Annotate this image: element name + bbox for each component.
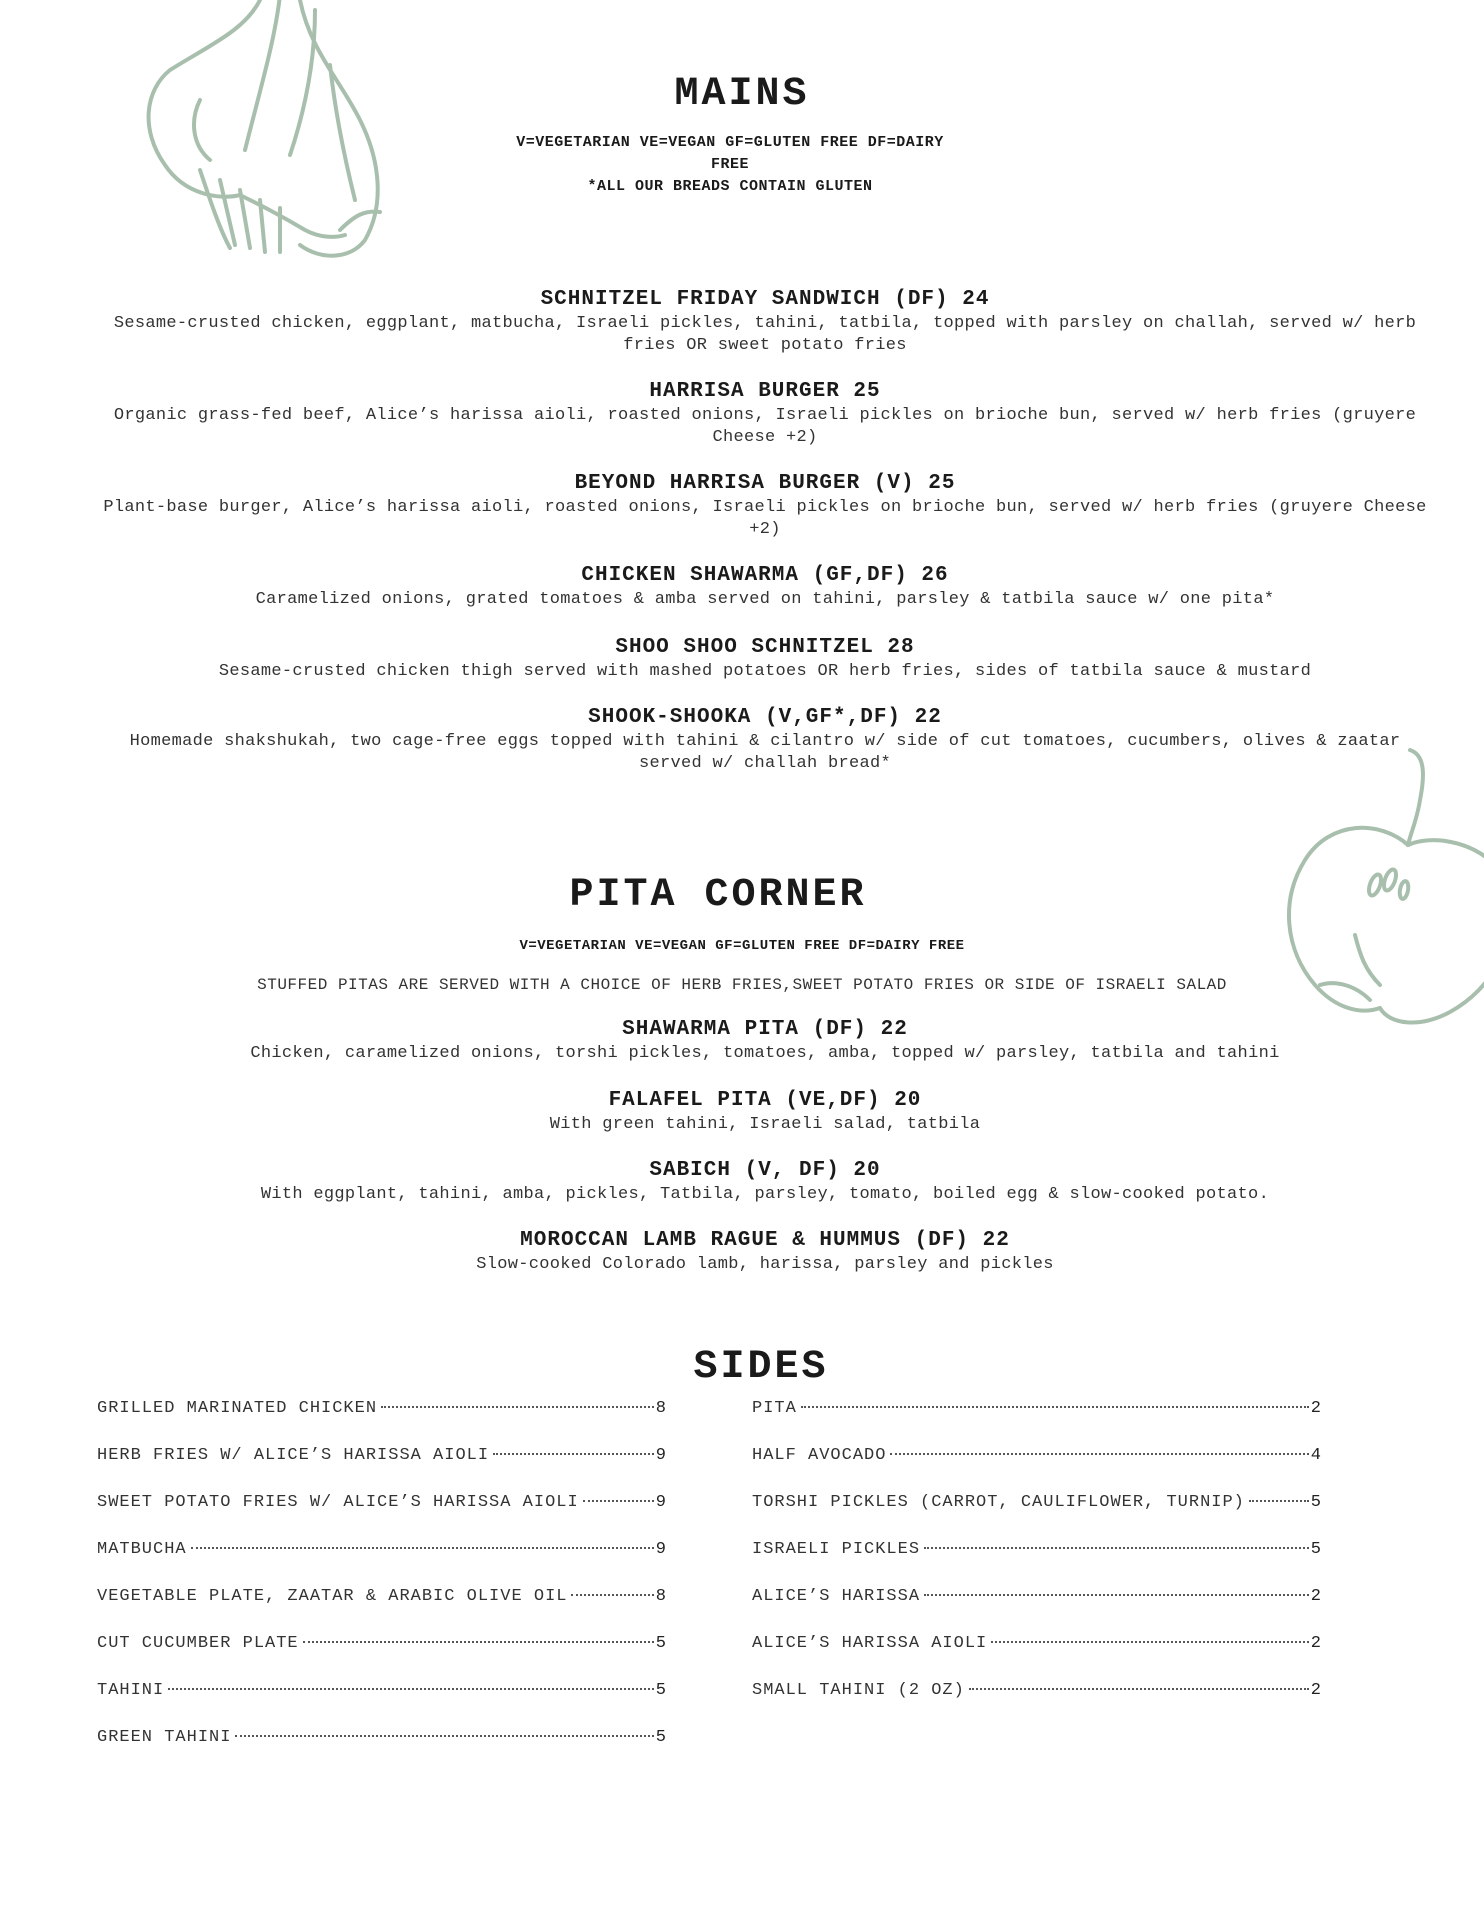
- pita-dietary-legend: V=VEGETARIAN VE=VEGAN GF=GLUTEN FREE DF=DAIRY FREE: [519, 938, 965, 954]
- menu-item-name: FALAFEL PITA (VE,DF) 20: [608, 1089, 922, 1112]
- side-item-name: VEGETABLE PLATE, ZAATAR & ARABIC OLIVE OIL: [97, 1587, 568, 1606]
- side-item-price: 2: [1310, 1399, 1322, 1418]
- side-item-price: 9: [655, 1493, 667, 1512]
- leader-dots: [924, 1594, 1309, 1596]
- side-item: [97, 1587, 667, 1634]
- menu-item-description: With eggplant, tahini, amba, pickles, Tatbila, parsley, tomato, boiled egg & slow-cooked potato.: [260, 1185, 1270, 1204]
- menu-item: [100, 563, 1430, 611]
- menu-item-name: SHOOK-SHOOKA (V,GF*,DF) 22: [588, 706, 942, 729]
- side-item-price: 5: [1310, 1540, 1322, 1559]
- side-item-name: HALF AVOCADO: [752, 1446, 887, 1465]
- garlic-illustration: [140, 0, 410, 280]
- side-item-name: CUT CUCUMBER PLATE: [97, 1634, 299, 1653]
- menu-item-name: SABICH (V, DF) 20: [649, 1159, 881, 1182]
- menu-item: [100, 635, 1430, 683]
- menu-item-description: With green tahini, Israeli salad, tatbila: [549, 1115, 981, 1134]
- sides-right-column: [752, 1399, 1322, 1728]
- side-item-price: 9: [655, 1540, 667, 1559]
- side-item: [97, 1399, 667, 1446]
- menu-item: [100, 1088, 1430, 1136]
- side-item: [752, 1587, 1322, 1634]
- side-item-price: 5: [655, 1634, 667, 1653]
- leader-dots: [583, 1500, 654, 1502]
- menu-item: [100, 705, 1430, 775]
- side-item-name: PITA: [752, 1399, 797, 1418]
- side-item: [97, 1634, 667, 1681]
- side-item-name: TAHINI: [97, 1681, 165, 1700]
- leader-dots: [890, 1453, 1308, 1455]
- legend-line: FREE: [710, 156, 749, 173]
- side-item: [752, 1634, 1322, 1681]
- side-item-price: 8: [655, 1399, 667, 1418]
- menu-item-name: SCHNITZEL FRIDAY SANDWICH (DF) 24: [540, 288, 990, 311]
- menu-item: [100, 471, 1430, 541]
- leader-dots: [801, 1406, 1309, 1408]
- menu-item-description: Sesame-crusted chicken, eggplant, matbucha, Israeli pickles, tahini, tatbila, topped with parsley on challah, served w/ herb fries OR sweet potato fries: [113, 314, 1417, 355]
- side-item-price: 5: [1310, 1493, 1322, 1512]
- leader-dots: [924, 1547, 1309, 1549]
- side-item-price: 2: [1310, 1681, 1322, 1700]
- leader-dots: [991, 1641, 1309, 1643]
- menu-item-description: Organic grass-fed beef, Alice’s harissa aioli, roasted onions, Israeli pickles on brioche bun, served w/ herb fries (gruyere Cheese +2): [113, 406, 1417, 447]
- side-item-name: TORSHI PICKLES (CARROT, CAULIFLOWER, TURNIP): [752, 1493, 1245, 1512]
- menu-item-description: Caramelized onions, grated tomatoes & amba served on tahini, parsley & tatbila sauce w/ one pita*: [255, 590, 1275, 609]
- pita-corner-title: PITA CORNER: [569, 873, 867, 918]
- side-item-name: ALICE’S HARISSA: [752, 1587, 921, 1606]
- side-item: [752, 1399, 1322, 1446]
- side-item-price: 5: [655, 1728, 667, 1747]
- menu-item-name: CHICKEN SHAWARMA (GF,DF) 26: [581, 564, 949, 587]
- side-item-name: GREEN TAHINI: [97, 1728, 232, 1747]
- leader-dots: [191, 1547, 654, 1549]
- side-item: [97, 1493, 667, 1540]
- side-item-name: MATBUCHA: [97, 1540, 187, 1559]
- mains-dietary-legend: [430, 132, 1030, 198]
- leader-dots: [168, 1688, 654, 1690]
- menu-item-name: MOROCCAN LAMB RAGUE & HUMMUS (DF) 22: [520, 1229, 1010, 1252]
- side-item-name: SWEET POTATO FRIES W/ ALICE’S HARISSA AIOLI: [97, 1493, 579, 1512]
- side-item-price: 5: [655, 1681, 667, 1700]
- menu-item: [100, 1017, 1430, 1065]
- menu-item: [100, 379, 1430, 449]
- menu-item-description: Sesame-crusted chicken thigh served with mashed potatoes OR herb fries, sides of tatbila sauce & mustard: [218, 662, 1312, 681]
- leader-dots: [235, 1735, 653, 1737]
- menu-item: [100, 1228, 1430, 1276]
- menu-item-description: Slow-cooked Colorado lamb, harissa, parsley and pickles: [476, 1255, 1054, 1274]
- side-item-name: HERB FRIES W/ ALICE’S HARISSA AIOLI: [97, 1446, 490, 1465]
- menu-item: [100, 1158, 1430, 1206]
- sides-title: SIDES: [693, 1345, 829, 1390]
- side-item: [97, 1728, 667, 1775]
- side-item: [752, 1446, 1322, 1493]
- side-item: [752, 1681, 1322, 1728]
- menu-item-name: HARRISA BURGER 25: [649, 380, 881, 403]
- side-item-price: 4: [1310, 1446, 1322, 1465]
- legend-line: V=VEGETARIAN VE=VEGAN GF=GLUTEN FREE DF=DAIRY: [516, 134, 944, 151]
- side-item: [97, 1446, 667, 1493]
- mains-title: MAINS: [674, 72, 810, 117]
- menu-item-name: SHOO SHOO SCHNITZEL 28: [615, 636, 915, 659]
- side-item-price: 2: [1310, 1634, 1322, 1653]
- leader-dots: [571, 1594, 653, 1596]
- side-item-name: SMALL TAHINI (2 OZ): [752, 1681, 965, 1700]
- sides-left-column: [97, 1399, 667, 1775]
- side-item-name: ISRAELI PICKLES: [752, 1540, 921, 1559]
- menu-item-description: Chicken, caramelized onions, torshi pickles, tomatoes, amba, topped w/ parsley, tatbila and tahini: [250, 1044, 1280, 1063]
- legend-line: *ALL OUR BREADS CONTAIN GLUTEN: [587, 178, 873, 195]
- side-item: [97, 1681, 667, 1728]
- pita-serving-note: STUFFED PITAS ARE SERVED WITH A CHOICE OF HERB FRIES,SWEET POTATO FRIES OR SIDE OF ISRAELI SALAD: [257, 976, 1227, 994]
- menu-item: [100, 287, 1430, 357]
- side-item: [752, 1493, 1322, 1540]
- side-item-price: 2: [1310, 1587, 1322, 1606]
- leader-dots: [303, 1641, 654, 1643]
- side-item-name: ALICE’S HARISSA AIOLI: [752, 1634, 988, 1653]
- leader-dots: [381, 1406, 654, 1408]
- side-item: [97, 1540, 667, 1587]
- leader-dots: [1249, 1500, 1309, 1502]
- side-item: [752, 1540, 1322, 1587]
- menu-item-name: BEYOND HARRISA BURGER (V) 25: [574, 472, 956, 495]
- side-item-name: GRILLED MARINATED CHICKEN: [97, 1399, 378, 1418]
- side-item-price: 8: [655, 1587, 667, 1606]
- menu-item-description: Homemade shakshukah, two cage-free eggs topped with tahini & cilantro w/ side of cut tomatoes, cucumbers, olives & zaatar served w/ challah bread*: [129, 732, 1401, 773]
- menu-item-name: SHAWARMA PITA (DF) 22: [622, 1018, 908, 1041]
- side-item-price: 9: [655, 1446, 667, 1465]
- leader-dots: [493, 1453, 654, 1455]
- menu-item-description: Plant-base burger, Alice’s harissa aioli, roasted onions, Israeli pickles on brioche bun, served w/ herb fries (gruyere Cheese +2): [103, 498, 1427, 539]
- leader-dots: [969, 1688, 1309, 1690]
